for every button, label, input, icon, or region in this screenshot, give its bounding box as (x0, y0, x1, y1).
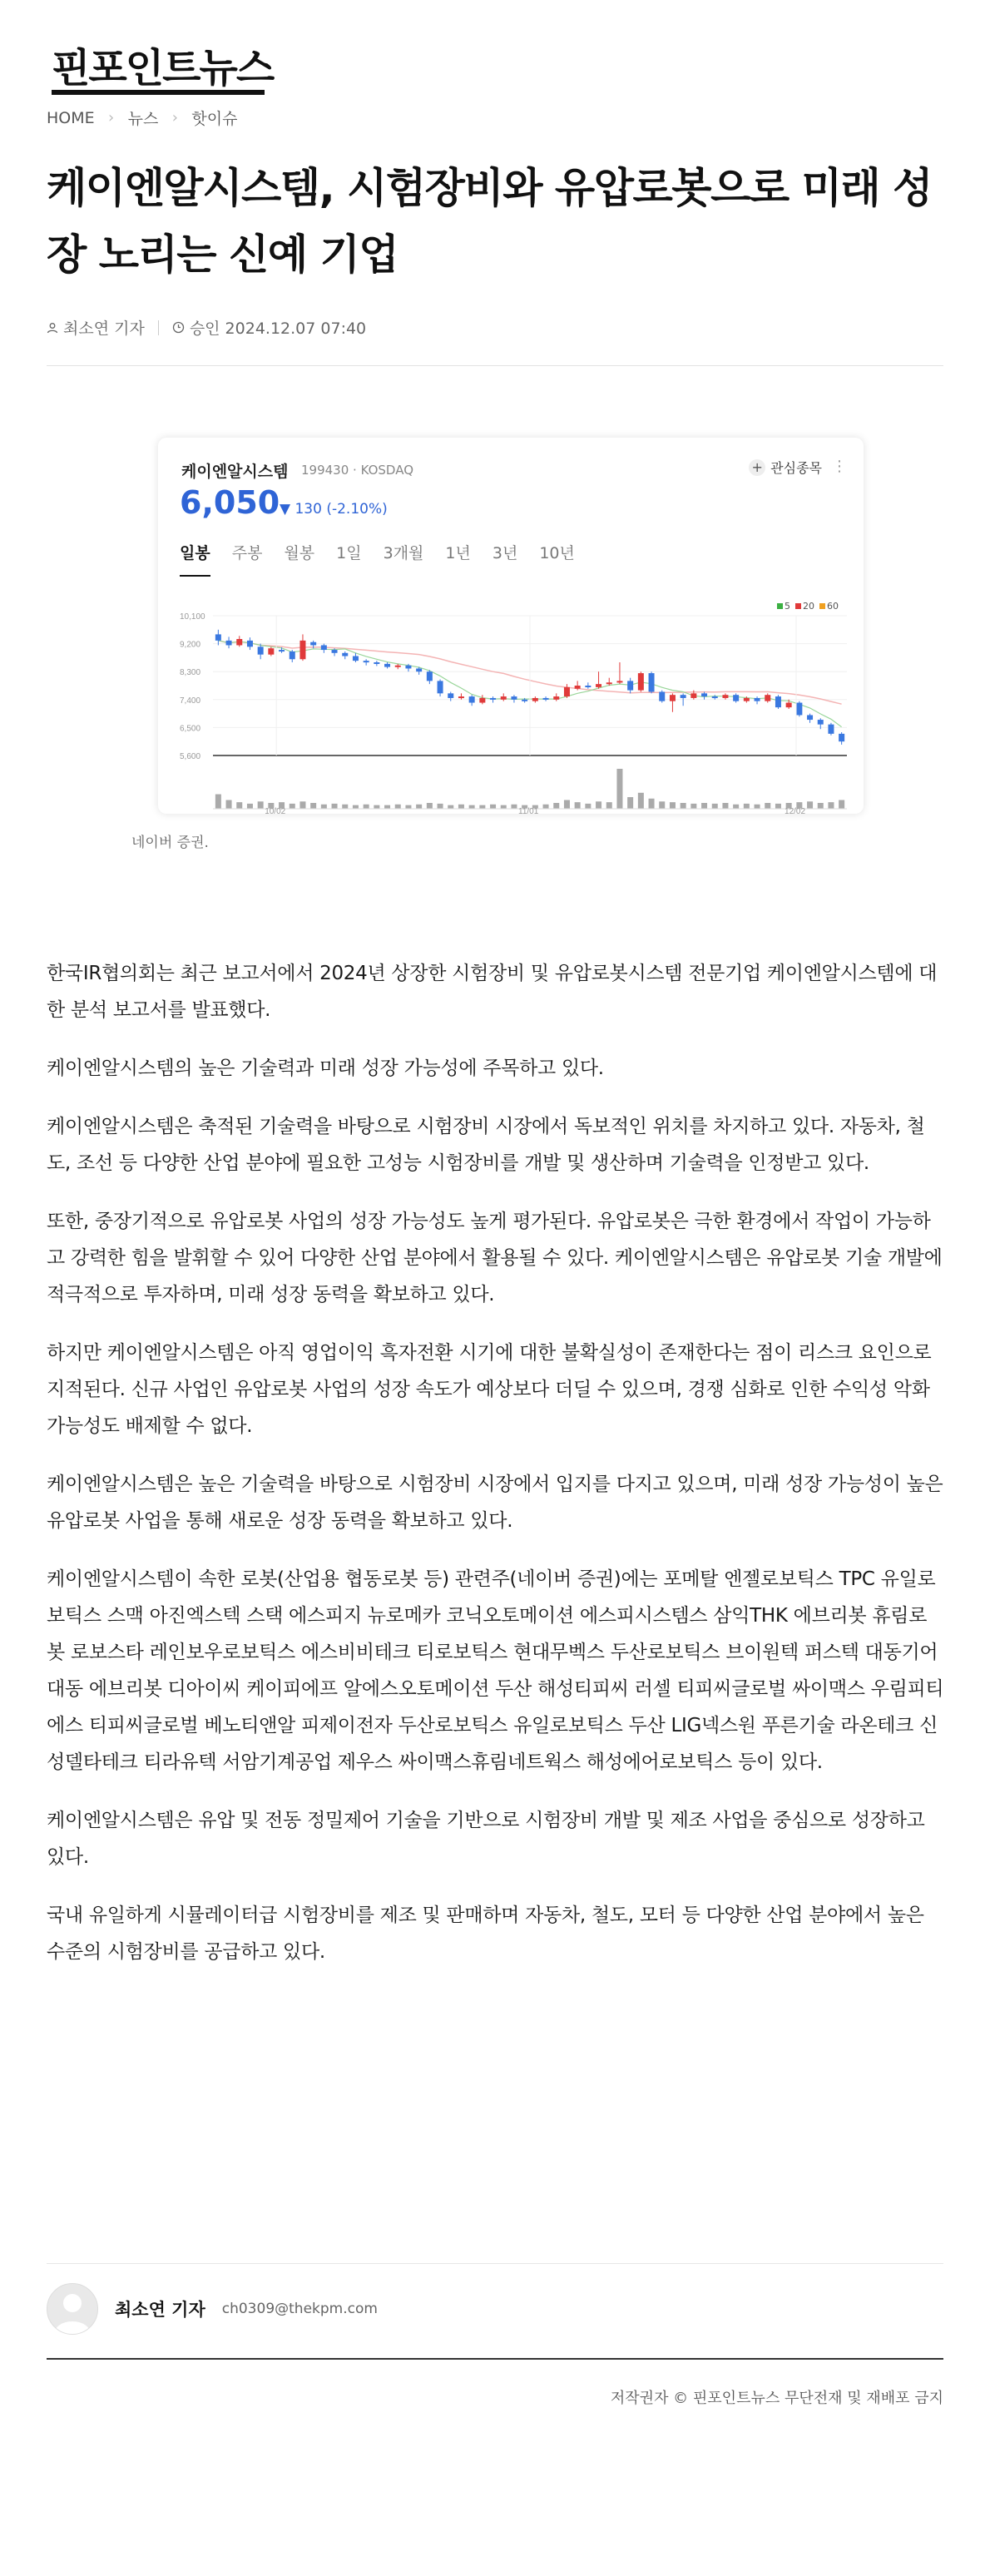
candle-body (701, 693, 707, 696)
article-paragraph: 케이엔알시스템이 속한 로봇(산업용 협동로봇 등) 관련주(네이버 증권)에는 포메탈 엔젤로보틱스 TPC 유일로보틱스 스맥 아진엑스텍 스택 에스피지 뉴로메카 코닉오토메이션 에스피시스템스 삼익THK 에브리봇 휴림로봇 로보스타 레인보우로보틱스 에스비비테크 티로보틱스 현대무벡스 두산로보틱스 브이원텍 퍼스텍 대동기어 대동 에브리봇 디아이씨 케이피에프 알에스오토메이션 두산 해성티피씨 러셀 티피씨글로벌 싸이맥스 우림피티에스 티피씨글로벌 베노티앤알 피제이전자 두산로보틱스 유일로보틱스 두산 LIG넥스원 푸른기술 라온테크 신성델타테크 티라유텍 서암기계공업 제우스 싸이맥스휴림네트웍스 해성에어로보틱스 등이 있다. (47, 1568, 944, 1773)
article-body (47, 955, 945, 1992)
volume-bar (247, 804, 253, 809)
volume-bar (332, 804, 338, 809)
y-tick-label: 6,500 (180, 724, 201, 734)
volume-bar (543, 805, 549, 809)
article-meta (47, 316, 366, 339)
y-tick-label: 9,200 (180, 640, 201, 650)
volume-bar (649, 799, 655, 809)
x-tick-label: 10/02 (265, 807, 286, 814)
volume-bar (627, 797, 633, 809)
candle-body (681, 695, 686, 698)
period-tab-daily: 일봉 (180, 541, 210, 577)
volume-bar (342, 805, 348, 809)
volume-bar (321, 805, 327, 809)
article-title: 케이엔알시스템, 시험장비와 유압로봇으로 미래 성장 노리는 신예 기업 (47, 164, 932, 279)
volume-bar (670, 802, 676, 809)
y-tick-label: 8,300 (180, 668, 201, 678)
legend-60: 60 (827, 601, 839, 612)
site-logo[interactable]: 핀포인트뉴스 (52, 48, 273, 95)
copyright: 저작권자 © 핀포인트뉴스 무단전재 및 재배포 금지 (610, 2390, 943, 2407)
candle-body (469, 696, 475, 702)
candle-body (744, 698, 750, 701)
candle-body (786, 703, 792, 708)
legend-5: 5 (785, 601, 790, 612)
volume-bar (818, 803, 824, 809)
y-tick-label: 7,400 (180, 696, 201, 706)
candle-body (364, 661, 369, 662)
candle-body (247, 641, 253, 646)
candle-body (690, 693, 696, 698)
candle-body (310, 642, 316, 646)
volume-bar (427, 803, 433, 809)
volume-bar (290, 804, 295, 809)
candle-body (553, 696, 559, 700)
breadcrumb-hot-issue[interactable]: 핫이슈 (191, 110, 238, 128)
candle-body (564, 687, 570, 696)
candle-body (226, 641, 232, 646)
volume-bar (215, 795, 221, 809)
candle-body (796, 703, 802, 716)
candle-body (268, 648, 274, 654)
person-silhouette-icon (47, 2284, 97, 2334)
period-tab-10y: 10년 (539, 544, 575, 562)
volume-bar (310, 803, 316, 809)
volume-bar (553, 803, 559, 809)
candle-body (733, 695, 739, 701)
image-caption: 네이버 증권. (131, 835, 209, 851)
candle-body (755, 698, 760, 701)
candle-body (807, 715, 813, 720)
volume-bar (299, 801, 305, 809)
divider (47, 2358, 943, 2360)
candle-body (575, 686, 581, 689)
candle-body (384, 664, 390, 667)
stock-change: ▼ 130 (-2.10%) (280, 501, 388, 518)
breadcrumb-home[interactable]: HOME (47, 108, 95, 127)
candle-body (405, 666, 411, 669)
candle-body (395, 666, 401, 667)
divider (47, 2263, 943, 2264)
candle-body (606, 682, 612, 684)
candle-body (712, 696, 718, 698)
legend-20: 20 (803, 601, 814, 612)
volume-bar (575, 802, 581, 809)
more-vertical-icon: ⋮ (832, 458, 847, 475)
period-tabs (180, 541, 596, 577)
candle-body (321, 645, 327, 650)
stock-chart-image (158, 438, 864, 814)
article-paragraph: 국내 유일하게 시뮬레이터급 시험장비를 제조 및 판매하며 자동차, 철도, 모터 등 다양한 산업 분야에서 높은 수준의 시험장비를 공급하고 있다. (47, 1905, 924, 1963)
volume-bar (448, 805, 453, 809)
y-tick-label: 5,600 (180, 752, 201, 761)
candle-body (332, 650, 338, 653)
volume-bar (258, 801, 264, 809)
volume-bar (733, 805, 739, 809)
candle-body (258, 646, 264, 654)
breadcrumb (47, 107, 237, 129)
candle-body (543, 698, 549, 700)
volume-bar (374, 805, 379, 809)
candle-body (438, 681, 443, 693)
candle-body (828, 725, 834, 734)
candle-body (616, 681, 622, 682)
approved-date: 승인 2024.12.07 07:40 (189, 320, 367, 338)
volume-bar (828, 802, 834, 809)
candle-body (490, 698, 496, 700)
volume-bar (353, 805, 359, 809)
article-paragraph: 한국IR협의회는 최근 보고서에서 2024년 상장한 시험장비 및 유압로봇시스템 전문기업 케이엔알시스템에 대한 분석 보고서를 발표했다. (47, 963, 938, 1021)
volume-bar (511, 805, 517, 809)
x-tick-label: 12/02 (785, 807, 806, 814)
candle-body (627, 681, 633, 690)
volume-bar (490, 805, 496, 809)
candlestick-chart (158, 609, 864, 814)
candle-body (279, 650, 285, 651)
volume-bar (585, 804, 591, 809)
candle-body (649, 673, 655, 691)
volume-bar (659, 801, 665, 809)
volume-bar (564, 800, 570, 809)
chevron-right-icon: › (108, 109, 115, 126)
x-tick-label: 11/01 (518, 807, 539, 814)
breadcrumb-news[interactable]: 뉴스 (127, 110, 159, 128)
volume-bar (226, 800, 232, 809)
candle-body (427, 671, 433, 681)
divider (47, 365, 943, 366)
volume-bar (616, 769, 622, 809)
candle-body (215, 634, 221, 640)
reporter-name: 최소연 기자 (63, 320, 145, 338)
volume-bar (596, 801, 601, 809)
candle-body (532, 698, 538, 701)
candle-body (818, 720, 824, 725)
stock-name: 케이엔알시스템 (181, 463, 289, 481)
volume-bar (395, 805, 401, 809)
volume-bar (438, 804, 443, 809)
period-tab-3m: 3개월 (383, 544, 424, 562)
volume-bar (479, 805, 485, 809)
volume-bar (775, 804, 781, 809)
volume-bar (712, 804, 718, 809)
article-paragraph: 케이엔알시스템은 유압 및 전동 정밀제어 기술을 기반으로 시험장비 개발 및 제조 사업을 중심으로 성장하고 있다. (47, 1810, 925, 1868)
clock-icon (172, 321, 185, 334)
candle-body (775, 696, 781, 707)
candle-body (353, 656, 359, 661)
period-tab-3y: 3년 (492, 544, 518, 562)
period-tab-1d: 1일 (336, 544, 362, 562)
candle-body (342, 653, 348, 656)
author-email[interactable]: ch0309@thekpm.com (221, 2301, 378, 2317)
candle-body (765, 695, 770, 701)
candle-body (585, 686, 591, 687)
period-tab-monthly: 월봉 (284, 544, 315, 562)
volume-bar (690, 804, 696, 809)
volume-bar (469, 805, 475, 809)
article-paragraph: 하지만 케이엔알시스템은 아직 영업이익 흑자전환 시기에 대한 불확실성이 존재한다는 점이 리스크 요인으로 지적된다. 신규 사업인 유압로봇 사업의 성장 속도가 예상보다 더딜 수 있으며, 경쟁 심화로 인한 수익성 악화 가능성도 배제할 수 없다. (47, 1342, 932, 1437)
author-name: 최소연 기자 (115, 2300, 205, 2320)
volume-bar (681, 803, 686, 809)
candle-body (659, 691, 665, 701)
candle-body (522, 700, 527, 701)
y-tick-label: 10,100 (180, 612, 205, 622)
volume-bar (839, 800, 844, 809)
volume-bar (701, 803, 707, 809)
article-paragraph: 케이엔알시스템의 높은 기술력과 미래 성장 가능성에 주목하고 있다. (47, 1058, 604, 1079)
article-paragraph: 케이엔알시스템은 축적된 기술력을 바탕으로 시험장비 시장에서 독보적인 위치를 차지하고 있다. 자동차, 철도, 조선 등 다양한 산업 분야에 필요한 고성능 시험장비를 개발 및 생산하며 기술력을 인정받고 있다. (47, 1116, 925, 1174)
candle-body (596, 684, 601, 687)
candle-body (511, 696, 517, 700)
volume-bar (807, 801, 813, 809)
volume-bar (722, 803, 728, 809)
volume-bar (638, 793, 644, 809)
volume-bar (501, 805, 507, 809)
watchlist-button (749, 458, 822, 477)
candle-body (448, 693, 453, 698)
volume-bar (236, 802, 242, 809)
author-box (47, 2283, 378, 2335)
volume-bar (458, 805, 464, 809)
period-tab-1y: 1년 (445, 544, 471, 562)
volume-bar (765, 803, 770, 809)
volume-bar (744, 804, 750, 809)
candle-body (839, 734, 844, 741)
candle-body (374, 662, 379, 664)
candle-body (722, 695, 728, 698)
avatar (47, 2283, 98, 2335)
candle-body (501, 696, 507, 700)
stock-price: 6,050 (180, 484, 280, 521)
watchlist-label: 관심종목 (770, 460, 822, 476)
volume-bar (405, 805, 411, 809)
article-paragraph: 케이엔알시스템은 높은 기술력을 바탕으로 시험장비 시장에서 입지를 다지고 있으며, 미래 성장 가능성이 높은 유압로봇 사업을 통해 새로운 성장 동력을 확보하고 있다. (47, 1474, 943, 1532)
volume-bar (606, 802, 612, 809)
candle-body (290, 651, 295, 659)
candle-body (479, 698, 485, 703)
stock-code: 199430 · KOSDAQ (301, 463, 413, 478)
candle-body (416, 668, 422, 671)
candle-body (458, 696, 464, 698)
period-tab-weekly: 주봉 (231, 544, 263, 562)
candle-body (638, 673, 644, 691)
plus-icon: + (749, 459, 765, 476)
volume-bar (416, 805, 422, 809)
candle-body (670, 695, 676, 701)
person-icon (47, 322, 58, 334)
article-paragraph: 또한, 중장기적으로 유압로봇 사업의 성장 가능성도 높게 평가된다. 유압로봇은 극한 환경에서 작업이 가능하고 강력한 힘을 발휘할 수 있어 다양한 산업 분야에서 활용될 수 있다. 케이엔알시스템은 유압로봇 기술 개발에 적극적으로 투자하며, 미래 성장 동력을 확보하고 있다. (47, 1211, 943, 1305)
candle-body (299, 641, 305, 659)
volume-bar (384, 805, 390, 809)
volume-bar (364, 805, 369, 809)
volume-bar (755, 805, 760, 809)
chevron-right-icon: › (171, 109, 178, 126)
candle-body (236, 639, 242, 645)
